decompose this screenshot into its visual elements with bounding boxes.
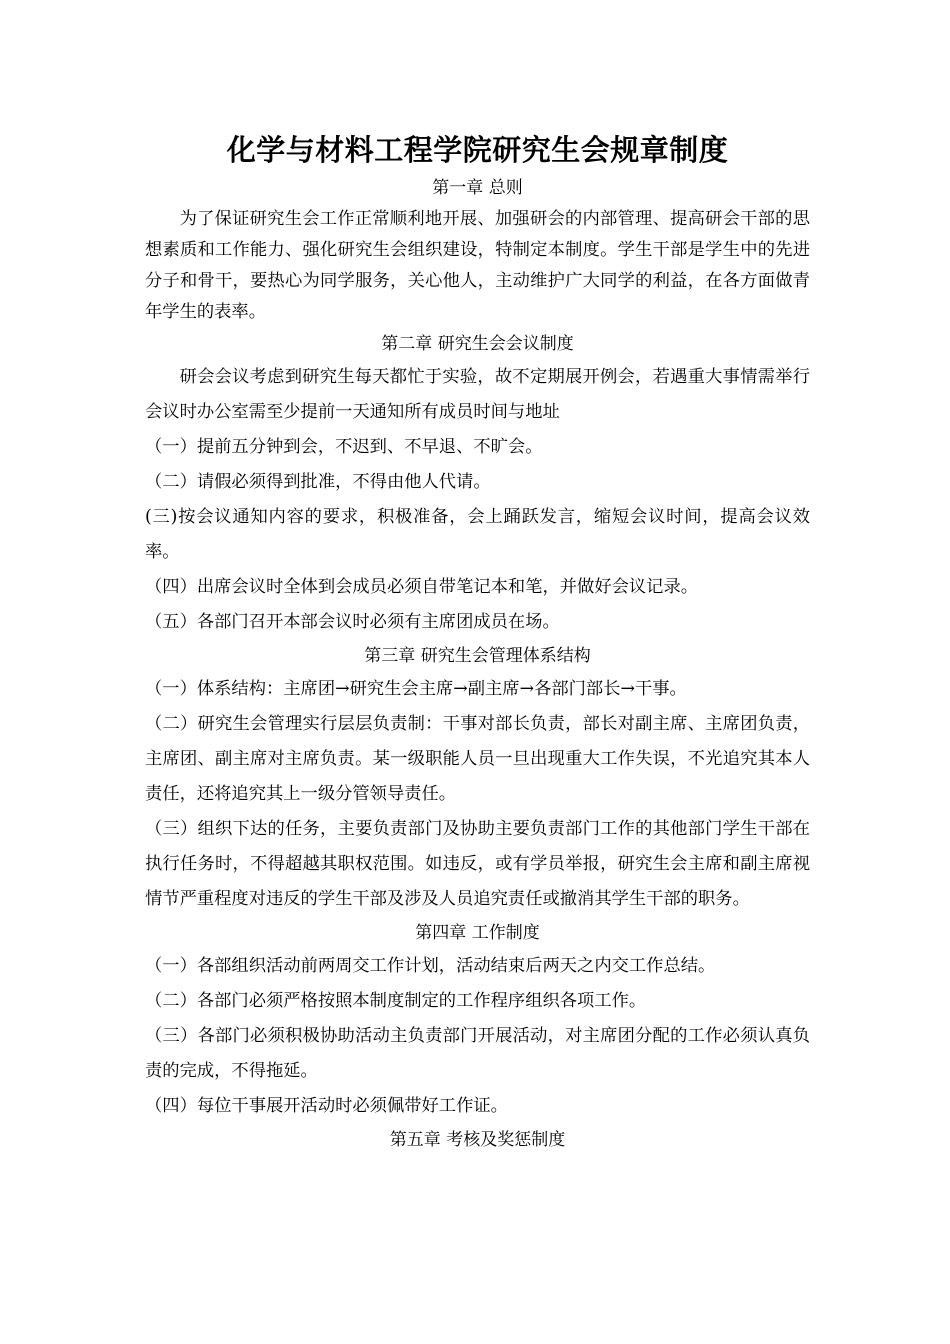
chapter-4-item-2: （二）各部门必须严格按照本制度制定的工作程序组织各项工作。 <box>145 991 647 1011</box>
chapter-3-item-3: （三）组织下达的任务，主要负责部门及协助主要负责部门工作的其他部门学生干部在执行任务时，不得超越其职权范围。如违反，或有学员举报，研究生会主席和副主席视情节严重程度对违反的学生干部及涉及人员追究责任或撤消其学生干部的职务。 <box>145 819 810 909</box>
chapter-2-item-5: （五）各部门召开本部会议时必须有主席团成员在场。 <box>145 612 560 632</box>
chapter-4-item-4: （四）每位干事展开活动时必须佩带好工作证。 <box>145 1096 508 1116</box>
chapter-3-heading: 第三章 研究生会管理体系结构 <box>364 646 591 666</box>
chapter-2-item-2: （二）请假必须得到批准，不得由他人代请。 <box>145 472 491 492</box>
document-page <box>145 128 810 1156</box>
chapter-4-item-1: （一）各部组织活动前两周交工作计划，活动结束后两天之内交工作总结。 <box>145 956 716 976</box>
chapter-3-item-1: （一）体系结构：主席团→研究生会主席→副主席→各部门部长→干事。 <box>145 679 687 699</box>
chapter-2-item-1: （一）提前五分钟到会，不迟到、不早退、不旷会。 <box>145 437 543 457</box>
chapter-1-paragraph: 为了保证研究生会工作正常顺利地开展、加强研会的内部管理、提高研会干部的思想素质和工作能力、强化研究生会组织建设，特制定本制度。学生干部是学生中的先进分子和骨干，要热心为同学服务，关心他人，主动维护广大同学的利益，在各方面做青年学生的表率。 <box>145 209 810 322</box>
document-title: 化学与材料工程学院研究生会规章制度 <box>226 133 729 167</box>
chapter-2-item-3: (三)按会议通知内容的要求，积极准备，会上踊跃发言，缩短会议时间，提高会议效率。 <box>145 507 810 562</box>
chapter-4-heading: 第四章 工作制度 <box>415 923 540 943</box>
chapter-2-intro: 研会会议考虑到研究生每天都忙于实验，故不定期展开例会，若遇重大事情需举行会议时办公室需至少提前一天通知所有成员时间与地址 <box>145 367 810 422</box>
chapter-2-item-4: （四）出席会议时全体到会成员必须自带笔记本和笔，并做好会议记录。 <box>145 577 699 597</box>
chapter-4-item-3: （三）各部门必须积极协助活动主负责部门开展活动，对主席团分配的工作必须认真负责的完成，不得拖延。 <box>145 1026 810 1081</box>
chapter-2-heading: 第二章 研究生会会议制度 <box>381 334 574 354</box>
chapter-5-heading: 第五章 考核及奖惩制度 <box>389 1130 566 1150</box>
chapter-3-item-2: （二）研究生会管理实行层层负责制：干事对部长负责，部长对副主席、主席团负责，主席团、副主席对主席负责。某一级职能人员一旦出现重大工作失误，不光追究其本人责任，还将追究其上一级分管领导责任。 <box>145 714 810 804</box>
chapter-1-heading: 第一章 总则 <box>432 178 523 198</box>
